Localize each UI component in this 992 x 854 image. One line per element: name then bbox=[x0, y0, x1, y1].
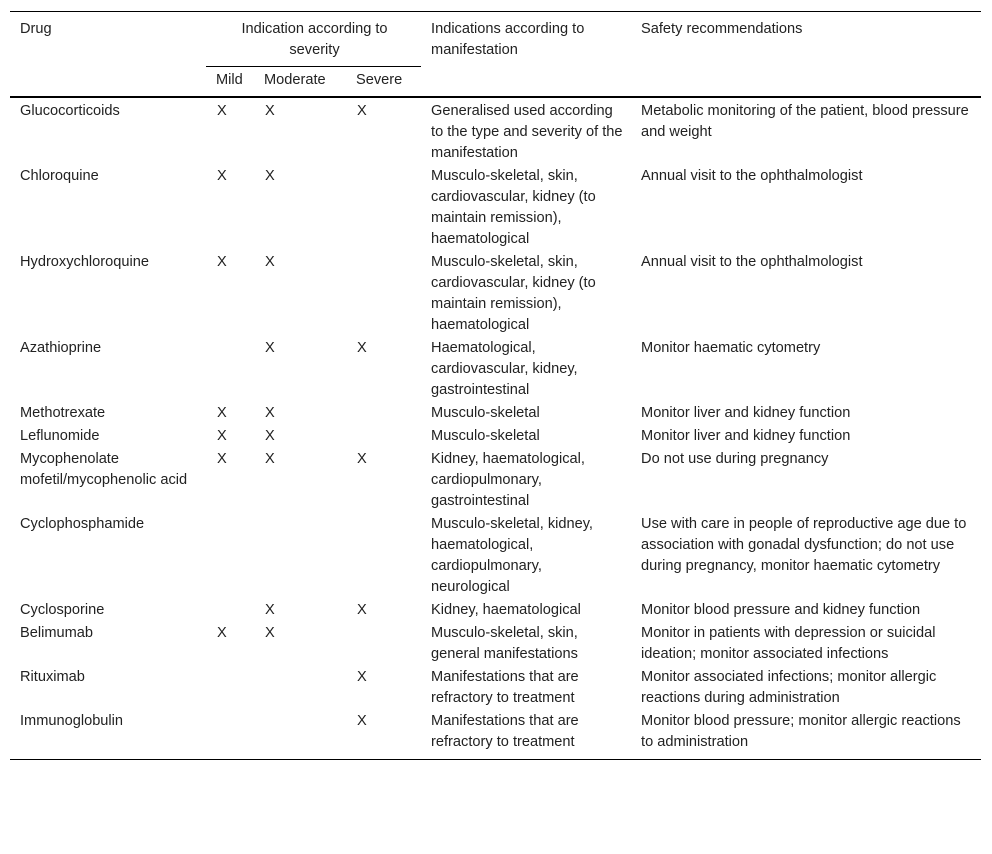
header-drug: Drug bbox=[10, 12, 206, 98]
cell-severe bbox=[346, 250, 421, 336]
cell-moderate bbox=[254, 709, 346, 760]
header-moderate: Moderate bbox=[254, 67, 346, 98]
cell-mild: X bbox=[217, 168, 227, 184]
cell-manifestation: Generalised used according to the type and severity of the manifestation bbox=[431, 103, 623, 161]
table-header bbox=[10, 12, 981, 98]
cell-severe: X bbox=[357, 103, 367, 119]
cell-moderate: X bbox=[265, 168, 275, 184]
cell-moderate: X bbox=[265, 602, 275, 618]
cell-mild bbox=[206, 598, 254, 621]
cell-safety: Use with care in people of reproductive age due to association with gonadal dysfunction; do not use during pregnancy, monitor haematic cytometry bbox=[641, 516, 967, 574]
cell-severe bbox=[346, 401, 421, 424]
cell-safety: Monitor liver and kidney function bbox=[641, 428, 851, 444]
cell-drug: Azathioprine bbox=[20, 340, 102, 356]
cell-safety: Annual visit to the ophthalmologist bbox=[641, 168, 863, 184]
cell-moderate: X bbox=[265, 451, 275, 467]
cell-mild: X bbox=[217, 428, 227, 444]
cell-safety: Metabolic monitoring of the patient, blood pressure and weight bbox=[641, 103, 969, 140]
cell-mild: X bbox=[217, 405, 227, 421]
cell-severe bbox=[346, 621, 421, 665]
cell-drug: Leflunomide bbox=[20, 428, 100, 444]
cell-severe: X bbox=[357, 340, 367, 356]
cell-mild bbox=[206, 336, 254, 401]
cell-severe bbox=[346, 512, 421, 598]
cell-manifestation: Kidney, haematological bbox=[431, 602, 581, 618]
cell-drug: Rituximab bbox=[20, 669, 85, 685]
cell-moderate: X bbox=[265, 405, 275, 421]
cell-manifestation: Haematological, cardiovascular, kidney, gastrointestinal bbox=[431, 340, 578, 398]
cell-drug: Methotrexate bbox=[20, 405, 106, 421]
cell-severe bbox=[346, 424, 421, 447]
cell-severe: X bbox=[346, 709, 421, 760]
cell-manifestation: Manifestations that are refractory to treatment bbox=[421, 709, 631, 760]
table-body bbox=[10, 97, 981, 760]
cell-moderate: X bbox=[265, 428, 275, 444]
cell-safety: Annual visit to the ophthalmologist bbox=[641, 254, 863, 270]
cell-mild: X bbox=[217, 103, 227, 119]
cell-moderate bbox=[254, 512, 346, 598]
table-row bbox=[10, 709, 981, 760]
table-row bbox=[10, 401, 981, 424]
cell-drug: Cyclosporine bbox=[20, 602, 105, 618]
cell-drug: Cyclophosphamide bbox=[20, 516, 145, 532]
cell-moderate bbox=[254, 665, 346, 709]
cell-severe: X bbox=[357, 602, 367, 618]
table-row bbox=[10, 665, 981, 709]
cell-drug: Belimumab bbox=[20, 625, 93, 641]
cell-drug: Glucocorticoids bbox=[20, 103, 120, 119]
cell-moderate: X bbox=[265, 340, 275, 356]
cell-mild bbox=[206, 665, 254, 709]
cell-safety: Monitor blood pressure; monitor allergic reactions to administration bbox=[631, 709, 981, 760]
cell-mild bbox=[206, 512, 254, 598]
cell-mild: X bbox=[217, 254, 227, 270]
cell-drug: Hydroxychloroquine bbox=[20, 254, 149, 270]
cell-safety: Monitor haematic cytometry bbox=[641, 340, 821, 356]
cell-safety: Monitor blood pressure and kidney function bbox=[641, 602, 921, 618]
cell-mild: X bbox=[217, 625, 227, 641]
cell-drug: Mycophenolate mofetil/mycophenolic acid bbox=[20, 451, 188, 488]
cell-manifestation: Musculo-skeletal, skin, cardiovascular, kidney (to maintain remission), haematological bbox=[431, 254, 596, 333]
table-row bbox=[10, 336, 981, 401]
drug-indication-table bbox=[10, 11, 981, 760]
cell-drug: Immunoglobulin bbox=[10, 709, 206, 760]
header-severe: Severe bbox=[346, 67, 421, 98]
table-row bbox=[10, 447, 981, 512]
header-mild: Mild bbox=[206, 67, 254, 98]
cell-safety: Monitor associated infections; monitor allergic reactions during administration bbox=[641, 669, 937, 706]
cell-manifestation: Musculo-skeletal, skin, general manifestations bbox=[431, 625, 578, 662]
cell-manifestation: Musculo-skeletal, skin, cardiovascular, kidney (to maintain remission), haematological bbox=[431, 168, 596, 247]
table-row bbox=[10, 424, 981, 447]
cell-manifestation: Musculo-skeletal, kidney, haematological, cardiopulmonary, neurological bbox=[431, 516, 593, 595]
table-row bbox=[10, 512, 981, 598]
cell-severe: X bbox=[357, 669, 367, 685]
cell-manifestation: Musculo-skeletal bbox=[431, 405, 540, 421]
cell-safety: Monitor in patients with depression or suicidal ideation; monitor associated infections bbox=[641, 625, 936, 662]
header-safety: Safety recommendations bbox=[631, 12, 981, 98]
header-severity-group: Indication according to severity bbox=[206, 12, 421, 67]
cell-mild bbox=[206, 709, 254, 760]
header-manifestation: Indications according to manifestation bbox=[421, 12, 631, 98]
cell-moderate: X bbox=[265, 254, 275, 270]
table-row bbox=[10, 97, 981, 164]
drug-table-container bbox=[10, 11, 981, 760]
cell-mild: X bbox=[217, 451, 227, 467]
cell-safety: Monitor liver and kidney function bbox=[641, 405, 851, 421]
table-row bbox=[10, 164, 981, 250]
cell-safety: Do not use during pregnancy bbox=[641, 451, 829, 467]
cell-manifestation: Manifestations that are refractory to treatment bbox=[431, 669, 579, 706]
cell-drug: Chloroquine bbox=[20, 168, 99, 184]
table-row bbox=[10, 250, 981, 336]
cell-moderate: X bbox=[265, 103, 275, 119]
table-row bbox=[10, 621, 981, 665]
cell-severe: X bbox=[357, 451, 367, 467]
table-row bbox=[10, 598, 981, 621]
cell-moderate: X bbox=[265, 625, 275, 641]
cell-manifestation: Musculo-skeletal bbox=[431, 428, 540, 444]
cell-manifestation: Kidney, haematological, cardiopulmonary, gastrointestinal bbox=[431, 451, 585, 509]
cell-severe bbox=[346, 164, 421, 250]
